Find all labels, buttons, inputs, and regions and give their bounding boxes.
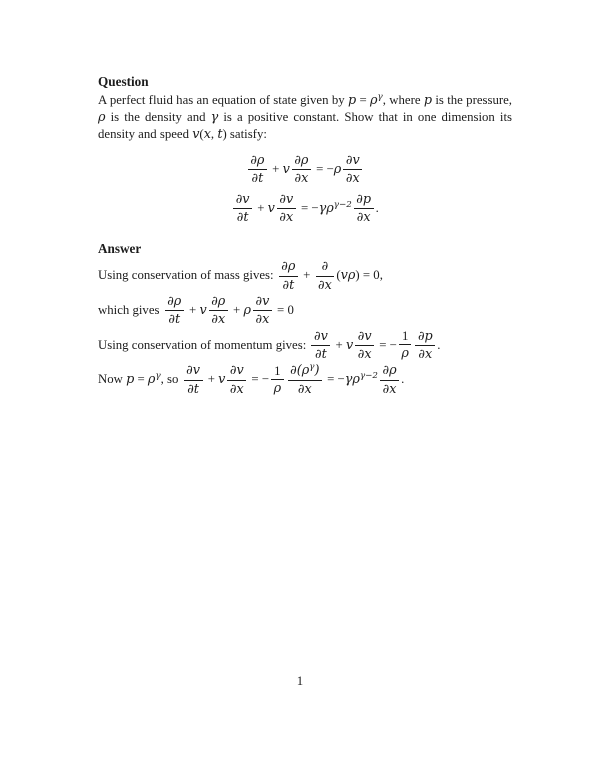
math-run: p xyxy=(347,93,357,108)
math-run: ∂t xyxy=(187,381,199,397)
math-run: ∂v xyxy=(279,191,294,207)
math-run: ∂x xyxy=(255,312,270,328)
superscript: γ xyxy=(377,92,383,103)
text-run: = − xyxy=(323,372,345,387)
math-run: ∂v xyxy=(229,363,244,379)
fraction-denominator xyxy=(354,209,374,225)
fraction-denominator xyxy=(233,209,252,225)
math-run: ρ xyxy=(147,372,156,388)
math-run: ∂v xyxy=(345,153,360,168)
fraction xyxy=(279,259,298,293)
fraction-numerator xyxy=(292,153,311,170)
math-run: v xyxy=(267,200,275,216)
math-run: ∂p xyxy=(356,191,372,207)
math-run: ∂t xyxy=(236,209,249,225)
text-run: . xyxy=(401,372,405,387)
text-run: Using conservation of mass gives: xyxy=(98,268,277,283)
text-run: + xyxy=(229,302,244,317)
answer-line-expanded xyxy=(98,294,512,328)
fraction-denominator xyxy=(165,311,184,327)
fraction xyxy=(227,363,246,397)
math-run: ∂x xyxy=(418,346,433,362)
text-run: + xyxy=(268,161,283,176)
equation-velocity xyxy=(98,192,512,226)
fraction xyxy=(277,192,296,226)
math-run: p xyxy=(126,372,135,388)
math-run: ∂t xyxy=(168,312,181,328)
math-run: ∂x xyxy=(229,381,244,397)
math-run: ∂v xyxy=(235,191,250,207)
math-run: ∂(ρ xyxy=(290,363,310,379)
math-run: ) xyxy=(314,363,320,379)
math-run: ∂x xyxy=(211,312,226,328)
fraction xyxy=(311,329,330,363)
fraction-numerator xyxy=(271,364,284,380)
math-run: ∂ρ xyxy=(211,293,226,309)
text-run: is a positive constant. Show that in one dimension its density and speed xyxy=(98,110,512,141)
fraction-denominator xyxy=(355,346,374,362)
fraction-denominator xyxy=(279,277,298,293)
fraction xyxy=(343,153,362,187)
fraction-denominator xyxy=(292,170,311,186)
text-run: ( xyxy=(336,268,341,283)
math-run: ρ xyxy=(98,110,106,125)
fraction-numerator xyxy=(227,363,246,380)
fraction-numerator xyxy=(311,329,330,346)
page-number: 1 xyxy=(296,674,304,688)
text-run: which gives xyxy=(98,302,163,317)
math-run: ∂x xyxy=(279,209,294,225)
math-run: t xyxy=(217,127,223,142)
text-run: + xyxy=(204,372,219,387)
text-run: = − xyxy=(248,372,270,387)
math-run: ρ xyxy=(333,161,342,177)
fraction-denominator xyxy=(343,170,362,186)
math-run: ∂v xyxy=(186,363,200,379)
math-run: ∂v xyxy=(357,328,372,344)
fraction-denominator xyxy=(271,380,284,396)
math-run: ρ xyxy=(243,302,251,318)
fraction xyxy=(248,153,267,187)
text-run: ) = 0, xyxy=(355,268,383,283)
text-run: = xyxy=(134,372,148,387)
math-run: γρ xyxy=(344,372,360,388)
fraction xyxy=(288,363,322,397)
superscript: γ xyxy=(155,371,161,382)
fraction xyxy=(271,364,284,397)
equation-density xyxy=(98,153,512,187)
math-run: v xyxy=(192,127,200,142)
text-run: = − xyxy=(297,200,319,215)
fraction-numerator xyxy=(209,294,228,311)
fraction-numerator xyxy=(165,294,184,311)
text-run: , xyxy=(210,127,218,141)
fraction xyxy=(355,329,374,363)
fraction xyxy=(209,294,228,328)
fraction-denominator xyxy=(415,346,435,362)
text-run: + xyxy=(185,302,200,317)
text-run: , where xyxy=(382,93,424,107)
page-content xyxy=(98,74,512,398)
question-equations xyxy=(98,153,512,225)
text-run: . xyxy=(437,337,441,352)
math-run: v xyxy=(282,161,290,177)
fraction-denominator xyxy=(288,381,322,397)
text-run: , so xyxy=(160,372,182,387)
text-run: + xyxy=(332,337,346,352)
fraction-numerator xyxy=(279,259,298,276)
text-run: = xyxy=(356,93,370,107)
fraction-numerator xyxy=(248,153,267,170)
math-run: ∂x xyxy=(357,346,372,362)
text-run: . xyxy=(375,200,379,215)
fraction-numerator xyxy=(277,192,296,209)
text-run: A perfect fluid has an equation of state given by xyxy=(98,93,348,107)
math-run: ρ xyxy=(273,381,282,397)
math-run: v xyxy=(345,337,354,353)
fraction-numerator xyxy=(380,363,399,380)
math-run: ρ xyxy=(401,346,409,362)
fraction-denominator xyxy=(316,277,335,293)
math-run: ∂v xyxy=(255,293,270,309)
answer-heading: Answer xyxy=(98,241,142,257)
text-run: ( xyxy=(199,127,204,141)
math-run: ∂ρ xyxy=(281,259,296,275)
fraction-numerator xyxy=(355,329,374,346)
math-run: ∂x xyxy=(318,277,332,293)
math-run: ∂ρ xyxy=(294,153,309,168)
fraction-numerator xyxy=(233,192,252,209)
fraction-denominator xyxy=(227,381,246,397)
math-run: ∂x xyxy=(294,171,309,187)
math-run: γρ xyxy=(318,200,334,216)
math-run: p xyxy=(423,93,433,108)
fraction-numerator xyxy=(415,329,435,346)
fraction xyxy=(233,192,252,226)
text-run: Now xyxy=(98,372,127,387)
fraction-denominator xyxy=(311,346,330,362)
math-run: ∂x xyxy=(382,381,397,397)
math-run: γ xyxy=(210,110,219,125)
math-run: ∂t xyxy=(315,346,327,362)
fraction-numerator xyxy=(354,192,374,209)
math-run: ∂ρ xyxy=(382,363,397,379)
answer-line-mass xyxy=(98,259,512,293)
math-run: ∂t xyxy=(251,171,264,187)
text-run: 1 xyxy=(401,329,409,344)
text-run: = 0 xyxy=(273,302,294,317)
fraction-numerator xyxy=(288,363,322,380)
fraction-denominator xyxy=(277,209,296,225)
fraction xyxy=(354,192,374,226)
math-run: v xyxy=(199,302,207,318)
math-run: v xyxy=(218,372,226,388)
fraction xyxy=(316,259,335,293)
text-run: ) satisfy: xyxy=(222,127,267,141)
fraction xyxy=(399,329,412,362)
math-run: ∂t xyxy=(282,277,295,293)
superscript: γ−2 xyxy=(333,199,352,210)
math-run: x xyxy=(203,127,211,142)
math-run: ρ xyxy=(370,93,378,108)
fraction-numerator xyxy=(343,153,362,170)
superscript: γ−2 xyxy=(359,371,378,382)
math-run: ∂ρ xyxy=(250,153,265,168)
fraction xyxy=(380,363,399,397)
fraction-denominator xyxy=(248,170,267,186)
answer-line-momentum xyxy=(98,329,512,363)
text-run: = − xyxy=(312,161,334,176)
answer-line-result xyxy=(98,363,512,397)
fraction xyxy=(184,363,203,397)
fraction-numerator xyxy=(316,259,335,276)
fraction xyxy=(165,294,184,328)
text-run: + xyxy=(299,268,314,283)
math-run: ∂x xyxy=(345,171,360,187)
math-run: ∂p xyxy=(417,328,433,344)
fraction-denominator xyxy=(209,311,228,327)
math-run: ∂v xyxy=(313,328,328,344)
fraction-denominator xyxy=(380,381,399,397)
fraction-denominator xyxy=(253,311,272,327)
math-run: ∂ρ xyxy=(167,293,182,309)
text-run: is the density and xyxy=(105,110,211,124)
text-run: = − xyxy=(376,337,397,352)
text-run: Using conservation of momentum gives: xyxy=(98,337,310,352)
math-run: ∂ xyxy=(321,259,329,275)
text-run: 1 xyxy=(274,363,281,378)
text-run: is the pressure, xyxy=(432,93,513,107)
fraction-numerator xyxy=(184,363,203,380)
fraction-numerator xyxy=(399,329,412,345)
text-run: + xyxy=(254,200,268,215)
fraction xyxy=(415,329,435,363)
fraction xyxy=(292,153,311,187)
question-heading: Question xyxy=(98,74,149,89)
fraction-denominator xyxy=(399,345,412,361)
math-run: ∂x xyxy=(297,381,312,397)
superscript: γ xyxy=(309,362,315,373)
math-run: vρ xyxy=(340,268,356,284)
math-run: ∂x xyxy=(356,209,371,225)
fraction xyxy=(253,294,272,328)
fraction-numerator xyxy=(253,294,272,311)
question-paragraph xyxy=(98,92,512,143)
fraction-denominator xyxy=(184,381,203,397)
